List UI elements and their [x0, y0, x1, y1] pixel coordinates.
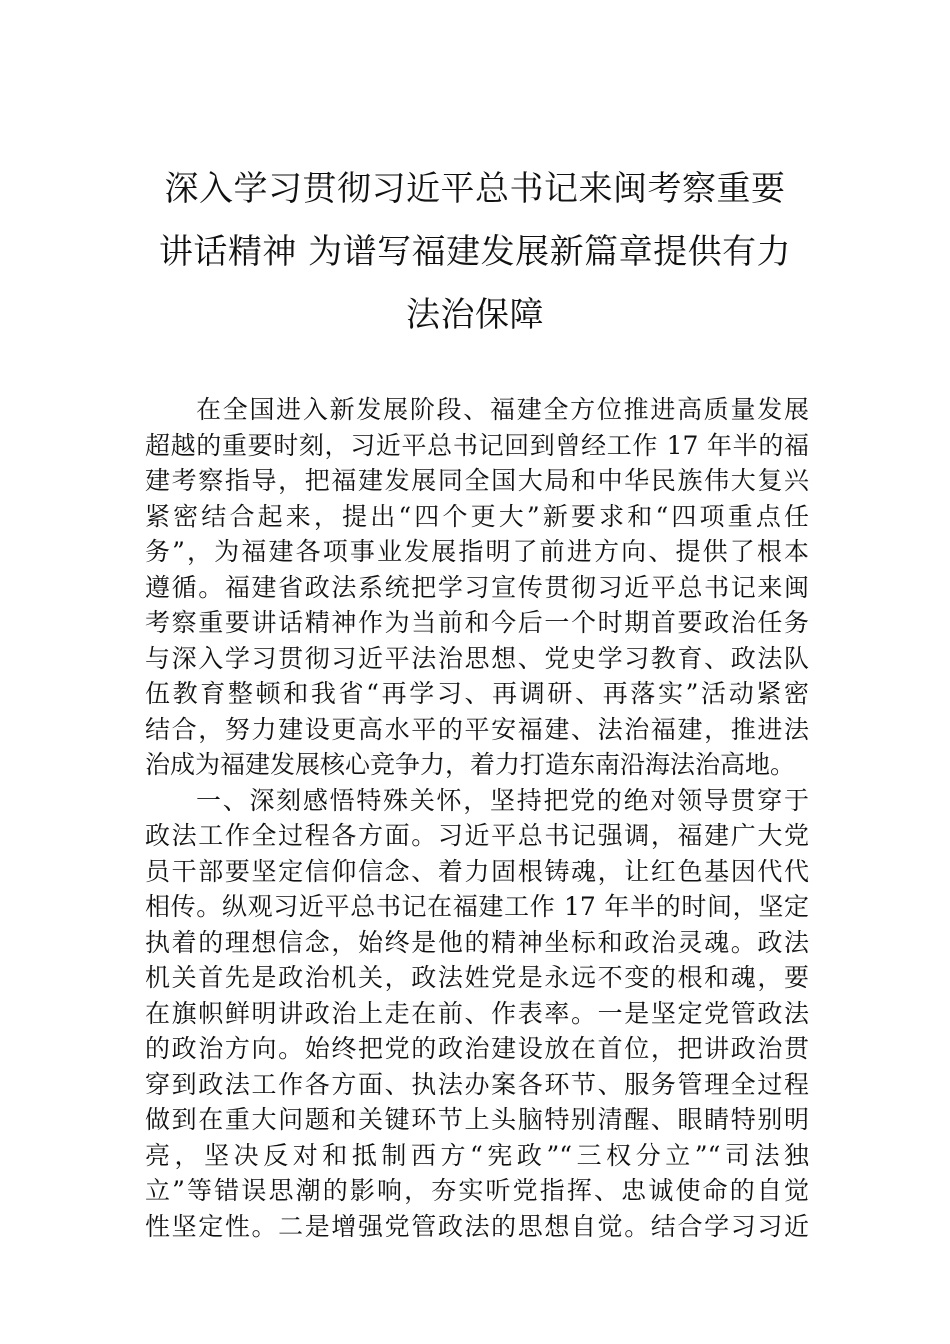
paragraph-line: 亮，坚决反对和抵制西方“宪政”“三权分立”“司法独: [145, 1140, 809, 1170]
paragraph-line: 立”等错误思潮的影响，夯实听党指挥、忠诚使命的自觉: [145, 1176, 809, 1205]
paragraph-line: 政法工作全过程各方面。习近平总书记强调，福建广大党: [145, 821, 809, 850]
paragraph-line: 遵循。福建省政法系统把学习宣传贯彻习近平总书记来闽: [145, 572, 809, 602]
title-line: 讲话精神 为谱写福建发展新篇章提供有力: [158, 232, 792, 272]
paragraph-line: 考察重要讲话精神作为当前和今后一个时期首要政治任务: [145, 608, 809, 637]
paragraph-line: 穿到政法工作各方面、执法办案各环节、服务管理全过程: [145, 1069, 809, 1099]
paragraph-line: 治成为福建发展核心竞争力，着力打造东南沿海法治高地。: [145, 750, 796, 779]
paragraph-line: 超越的重要时刻，习近平总书记回到曾经工作 17 年半的福: [145, 430, 809, 460]
paragraph-line: 性坚定性。二是增强党管政法的思想自觉。结合学习习近: [145, 1211, 809, 1241]
paragraph-line: 一、深刻感悟特殊关怀，坚持把党的绝对领导贯穿于: [196, 785, 809, 815]
paragraph-line: 在全国进入新发展阶段、福建全方位推进高质量发展: [196, 395, 809, 424]
paragraph-line: 务”，为福建各项事业发展指明了前进方向、提供了根本: [145, 537, 809, 566]
document-body: [145, 392, 809, 1244]
document-title: [140, 158, 810, 347]
paragraph-line: 在旗帜鲜明讲政治上走在前、作表率。一是坚定党管政法: [145, 998, 809, 1028]
paragraph-line: 机关首先是政治机关，政法姓党是永远不变的根和魂，要: [145, 963, 809, 992]
paragraph-line: 紧密结合起来，提出“四个更大”新要求和“四项重点任: [145, 501, 809, 531]
title-line: 深入学习贯彻习近平总书记来闽考察重要: [164, 169, 786, 209]
paragraph-line: 做到在重大问题和关键环节上头脑特别清醒、眼睛特别明: [145, 1105, 809, 1134]
paragraph-line: 伍教育整顿和我省“再学习、再调研、再落实”活动紧密: [145, 679, 809, 708]
paragraph-line: 的政治方向。始终把党的政治建设放在首位，把讲政治贯: [145, 1034, 809, 1063]
paragraph-line: 结合，努力建设更高水平的平安福建、法治福建，推进法: [145, 714, 809, 744]
paragraph-line: 员干部要坚定信仰信念、着力固根铸魂，让红色基因代代: [145, 856, 809, 886]
paragraph-line: 与深入学习贯彻习近平法治思想、党史学习教育、政法队: [145, 643, 809, 673]
title-line: 法治保障: [406, 295, 544, 335]
paragraph-line: 执着的理想信念，始终是他的精神坐标和政治灵魂。政法: [145, 927, 809, 957]
paragraph-line: 相传。纵观习近平总书记在福建工作 17 年半的时间，坚定: [145, 892, 809, 921]
paragraph-line: 建考察指导，把福建发展同全国大局和中华民族伟大复兴: [145, 466, 809, 495]
